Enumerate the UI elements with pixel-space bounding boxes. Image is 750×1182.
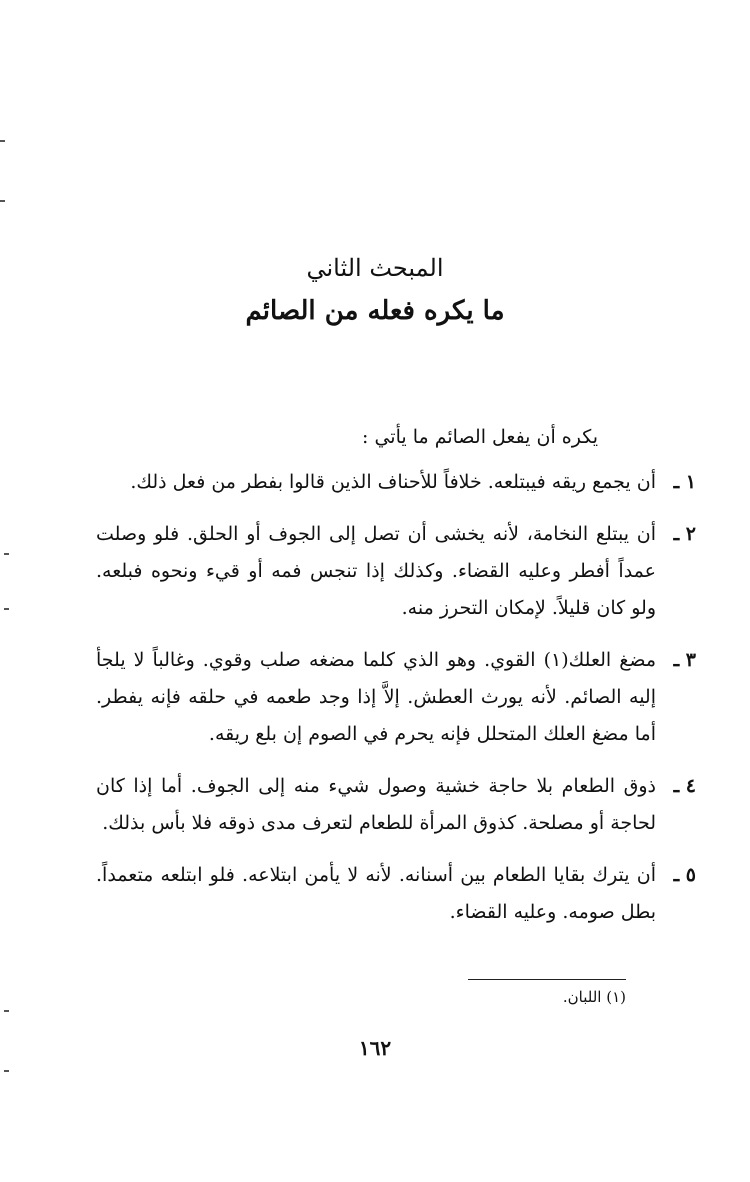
item-text: أن يجمع ريقه فيبتلعه. خلافاً للأحناف الذين قالوا بفطر من فعل ذلك. bbox=[130, 471, 656, 493]
item-text: ذوق الطعام بلا حاجة خشية وصول شيء منه إلى الجوف. أما إذا كان لحاجة أو مصلحة. كذوق المرأة للطعام لتعرف مدى ذوقه فلا بأس بذلك. bbox=[96, 775, 656, 834]
item-number: ٢ ـ bbox=[673, 523, 696, 545]
list-item bbox=[96, 464, 696, 501]
page-number: ١٦٢ bbox=[358, 1036, 392, 1060]
item-text: مضغ العلك(١) القوي. وهو الذي كلما مضغه صلب وقوي. وغالباً لا يلجأ إليه الصائم. لأنه يورث العطش. إلاَّ إذا وجد طعمه في حلقه فإنه يفطر. أما مضغ العلك المتحلل فإنه يحرم في الصوم إن بلع ريقه. bbox=[96, 649, 656, 745]
scan-speck bbox=[0, 200, 5, 202]
list-item bbox=[96, 516, 696, 627]
item-number: ٤ ـ bbox=[673, 775, 696, 797]
scan-speck bbox=[0, 140, 5, 142]
scan-speck bbox=[4, 1070, 9, 1072]
item-text: أن يترك بقايا الطعام بين أسنانه. لأنه لا يأمن ابتلاعه. فلو ابتلعه متعمداً. بطل صومه. وعليه القضاء. bbox=[96, 864, 656, 923]
item-number: ١ ـ bbox=[673, 471, 696, 493]
item-number: ٥ ـ bbox=[673, 864, 696, 886]
footnote-divider bbox=[468, 979, 626, 980]
intro-line: يكره أن يفعل الصائم ما يأتي : bbox=[362, 426, 598, 448]
footnote: (١) اللبان. bbox=[562, 988, 626, 1006]
scan-speck bbox=[4, 553, 9, 555]
section-label: المبحث الثاني bbox=[306, 254, 444, 282]
section-title: ما يكره فعله من الصائم bbox=[245, 296, 505, 326]
item-list bbox=[96, 464, 696, 946]
item-number: ٣ ـ bbox=[673, 649, 696, 671]
list-item bbox=[96, 768, 696, 842]
list-item bbox=[96, 642, 696, 753]
scan-speck bbox=[4, 1010, 9, 1012]
list-item bbox=[96, 857, 696, 931]
scan-speck bbox=[4, 608, 9, 610]
item-text: أن يبتلع النخامة، لأنه يخشى أن تصل إلى الجوف أو الحلق. فلو وصلت عمداً أفطر وعليه القضاء. وكذلك إذا تنجس فمه أو قيء ونحوه فبلعه. ولو كان قليلاً. لإمكان التحرز منه. bbox=[96, 523, 656, 619]
